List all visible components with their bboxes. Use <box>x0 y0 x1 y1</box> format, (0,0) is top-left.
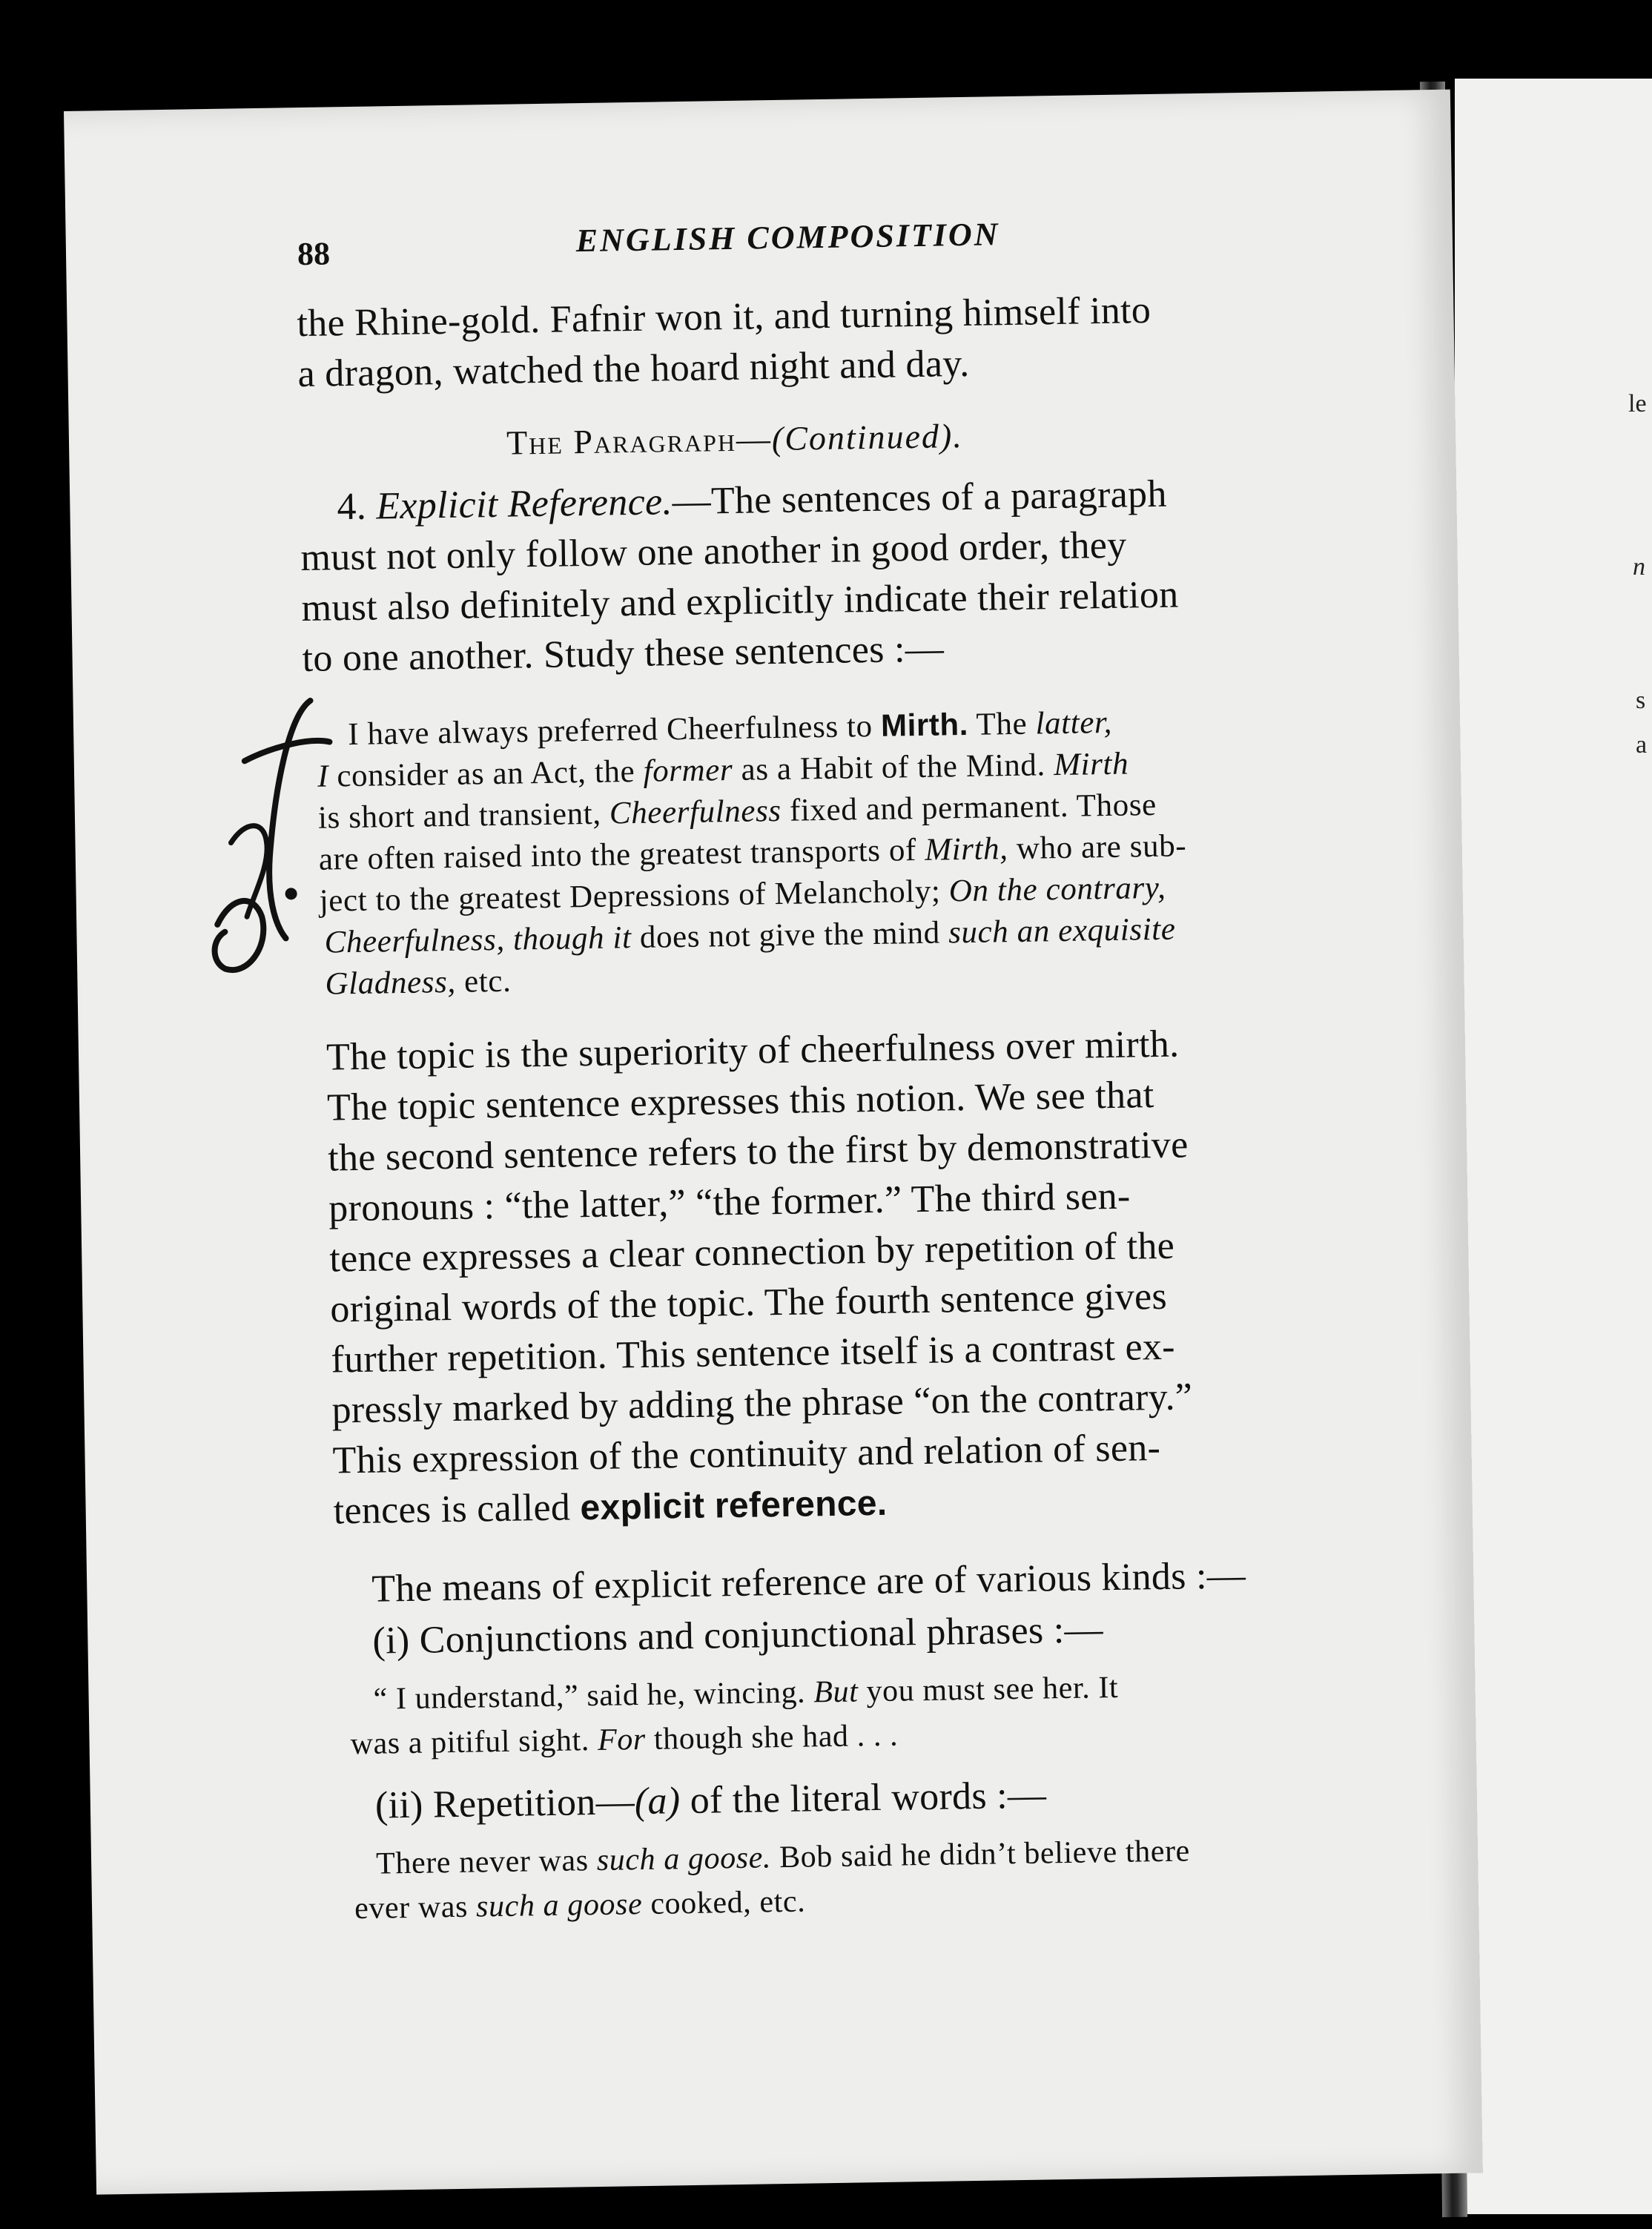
section-heading-continued: (Continued). <box>771 417 964 458</box>
discussion-line: The topic is the superiority of cheerfulness over mirth. <box>326 1023 1180 1079</box>
discussion-line: tence expresses a clear connection by repetition of the <box>328 1224 1175 1281</box>
quote-bold: Mirth. <box>880 706 969 743</box>
quote-italic: such an exquisite <box>948 911 1176 951</box>
means-item-text: of the literal words :— <box>679 1774 1047 1823</box>
example-line <box>350 1718 898 1763</box>
point-line: must also definitely and explicitly indicate their relation <box>301 573 1179 630</box>
quote-text: I have always preferred Cheerfulness to <box>347 708 882 753</box>
discussion-line: further repetition. This sentence itself is a contrast ex- <box>331 1325 1176 1381</box>
means-item-italic: (a) <box>634 1780 681 1823</box>
intro-line: a dragon, watched the hoard night and day. <box>297 342 970 396</box>
quote-italic: Cheerfulness, though it <box>324 920 632 960</box>
example-text: Bob said he didn’t believe there <box>770 1834 1191 1875</box>
point-title: Explicit Reference. <box>375 481 673 528</box>
quote-italic: Gladness, <box>325 964 457 1002</box>
quote-italic: former <box>643 752 733 789</box>
quote-text: is short and transient, <box>317 796 610 836</box>
example-text: There never was <box>375 1843 598 1881</box>
right-page-fragment: n <box>1633 553 1645 581</box>
quote-text: does not give the mind <box>631 915 949 956</box>
point-line: to one another. Study these sentences :— <box>302 627 945 681</box>
discussion-text: tences is called <box>333 1486 581 1533</box>
example-text: you must see her. It <box>858 1670 1119 1709</box>
quote-line <box>319 870 1166 919</box>
example-line <box>373 1670 1118 1717</box>
example-italic: such a goose. <box>596 1840 772 1878</box>
right-page-fragment: a <box>1636 731 1648 759</box>
quote-line <box>324 911 1176 961</box>
discussion-line <box>333 1481 888 1533</box>
discussion-line: the second sentence refers to the first by demonstrative <box>327 1123 1189 1180</box>
quote-italic: On the contrary, <box>948 870 1166 909</box>
means-item-1: (i) Conjunctions and conjunctional phrases :— <box>372 1608 1104 1662</box>
means-intro: The means of explicit reference are of various kinds :— <box>371 1554 1246 1611</box>
quote-line <box>319 828 1187 877</box>
section-heading-dash: — <box>736 420 773 458</box>
example-line <box>376 1833 1190 1881</box>
quote-italic: I <box>317 759 329 794</box>
discussion-line: pressly marked by adding the phrase “on the contrary.” <box>331 1376 1193 1432</box>
quote-text: who are sub- <box>1008 828 1187 867</box>
example-text: was a pitiful sight. <box>350 1723 598 1762</box>
quote-text: The <box>968 706 1036 742</box>
example-line <box>354 1884 806 1927</box>
quote-text: etc. <box>455 963 512 1000</box>
means-item-text: (ii) Repetition— <box>374 1780 635 1827</box>
section-heading <box>506 416 963 463</box>
example-italic: But <box>813 1674 859 1710</box>
example-italic: For <box>597 1722 647 1757</box>
point-heading-line <box>337 472 1167 529</box>
quote-text: are often raised into the greatest transports of <box>318 832 925 877</box>
page-content <box>64 90 1483 2195</box>
point-number: 4. <box>336 485 367 529</box>
intro-line: the Rhine-gold. Fafnir won it, and turning himself into <box>297 289 1152 346</box>
quote-line <box>317 746 1129 795</box>
quote-line <box>348 704 1112 753</box>
quote-text: ject to the greatest Depressions of Melancholy; <box>319 874 950 919</box>
point-line: must not only follow one another in good order, they <box>300 524 1127 580</box>
quote-text: consider as an Act, the <box>328 753 644 794</box>
quote-line <box>318 787 1157 836</box>
means-item-2 <box>374 1773 1046 1827</box>
right-page-fragment: s <box>1636 687 1646 714</box>
discussion-line: pronouns : “the latter,” “the former.” The third sen- <box>328 1175 1131 1230</box>
right-page-fragment: le <box>1628 390 1647 417</box>
quote-text: as a Habit of the Mind. <box>732 747 1054 787</box>
handwritten-margin-mark <box>199 670 337 984</box>
term-explicit-reference: explicit reference. <box>580 1483 888 1528</box>
quote-italic: latter, <box>1035 704 1113 742</box>
discussion-line: original words of the topic. The fourth sentence gives <box>329 1275 1168 1331</box>
example-text: cooked, etc. <box>641 1884 806 1922</box>
point-text: —The sentences of a paragraph <box>672 472 1168 524</box>
example-italic: such a goose <box>475 1887 643 1924</box>
right-page <box>1455 79 1652 2214</box>
quote-italic: Mirth <box>1053 746 1129 783</box>
page-number: 88 <box>297 235 331 273</box>
example-text: ever was <box>354 1889 477 1926</box>
quote-italic: Mirth, <box>924 831 1008 868</box>
discussion-line: This expression of the continuity and relation of sen- <box>332 1426 1161 1482</box>
example-text: “ I understand,” said he, wincing. <box>373 1675 814 1717</box>
discussion-line: The topic sentence expresses this notion. We see that <box>326 1074 1154 1129</box>
example-text: though she had . . . <box>645 1718 899 1757</box>
section-heading-main: The Paragraph <box>506 420 737 462</box>
running-head: ENGLISH COMPOSITION <box>575 216 1000 260</box>
left-page <box>64 90 1483 2195</box>
quote-italic: Cheerfulness <box>609 793 782 831</box>
quote-line <box>325 963 512 1003</box>
quote-text: fixed and permanent. Those <box>781 787 1157 828</box>
